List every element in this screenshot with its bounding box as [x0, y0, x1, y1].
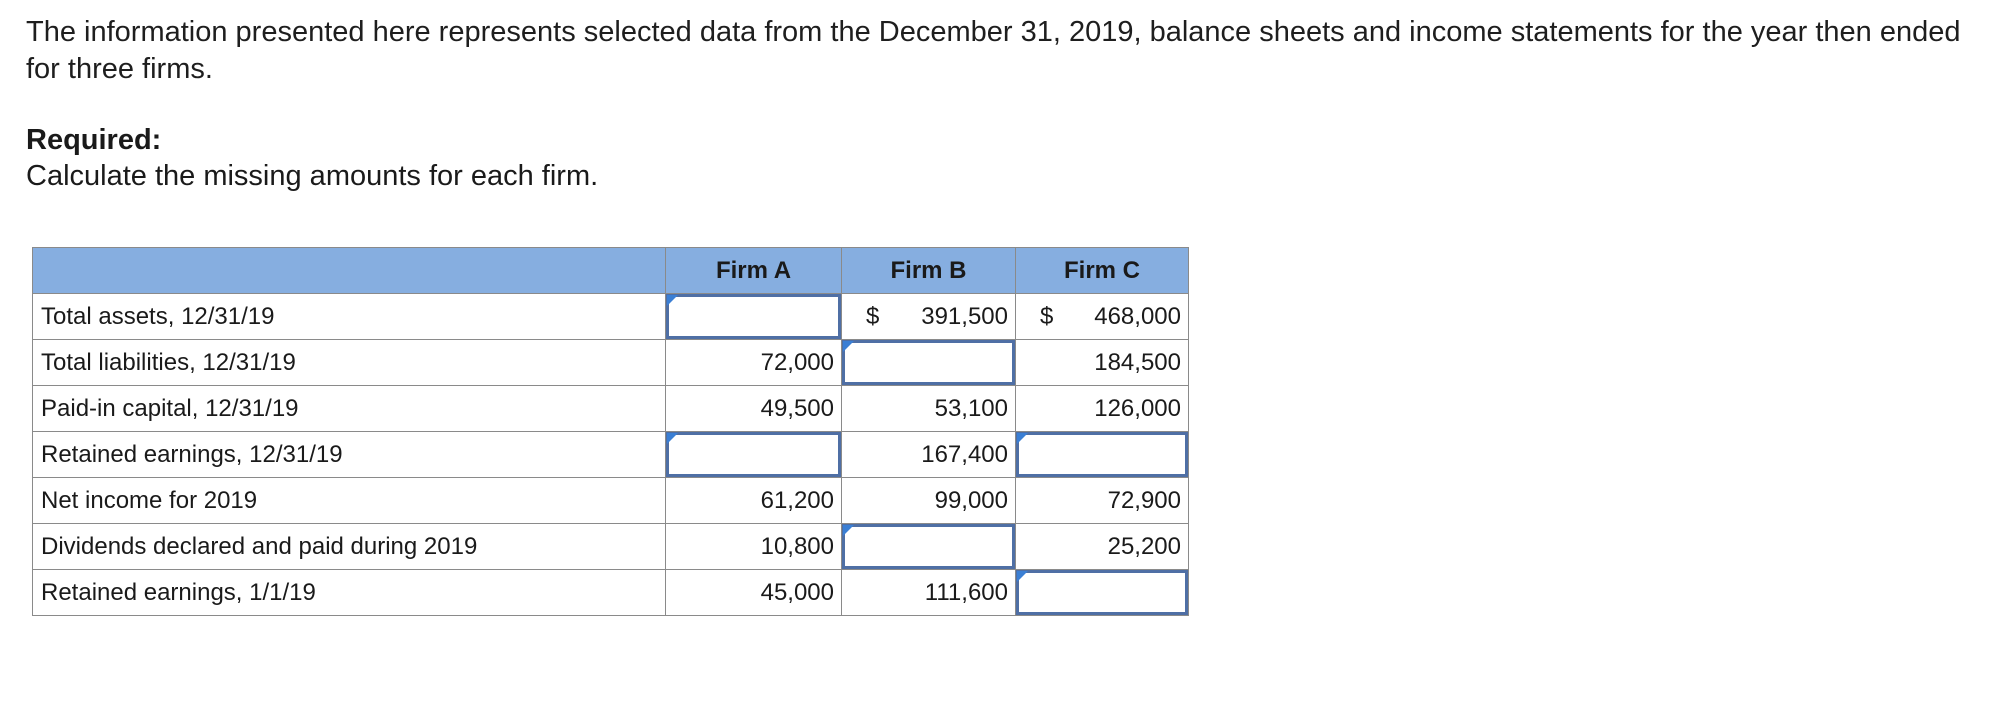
- firm-b-dividends-input[interactable]: [842, 524, 1015, 569]
- header-row: [33, 248, 1189, 294]
- firm-a-total-assets-cell: [666, 294, 842, 340]
- firm-b-total-liabilities-input[interactable]: [842, 340, 1015, 385]
- row-label-paid-in-capital: Paid-in capital, 12/31/19: [33, 386, 666, 432]
- firm-c-retained-earnings-begin-cell: [1016, 570, 1189, 616]
- currency-symbol: $: [1040, 302, 1054, 330]
- value: 468,000: [1094, 302, 1181, 330]
- table-row: [33, 386, 1189, 432]
- firm-a-retained-earnings-begin: 45,000: [666, 570, 842, 616]
- row-label-dividends: Dividends declared and paid during 2019: [33, 524, 666, 570]
- firm-c-retained-earnings-begin-input[interactable]: [1016, 570, 1188, 615]
- table-row: [33, 478, 1189, 524]
- header-firm-a: Firm A: [666, 248, 842, 294]
- firm-c-net-income: 72,900: [1016, 478, 1189, 524]
- firm-c-total-assets: [1016, 294, 1189, 340]
- intro-text: The information presented here represents selected data from the December 31, 2019, balance sheets and income statements for the year then ended for three firms.: [26, 16, 1961, 85]
- firm-c-retained-earnings-end-input[interactable]: [1016, 432, 1188, 477]
- firm-a-total-liabilities: 72,000: [666, 340, 842, 386]
- row-label-total-assets: Total assets, 12/31/19: [33, 294, 666, 340]
- firm-b-dividends-cell: [842, 524, 1016, 570]
- table-row: [33, 524, 1189, 570]
- row-label-retained-earnings-end: Retained earnings, 12/31/19: [33, 432, 666, 478]
- firm-b-retained-earnings-end: 167,400: [842, 432, 1016, 478]
- row-label-net-income: Net income for 2019: [33, 478, 666, 524]
- firm-a-total-assets-input[interactable]: [666, 294, 841, 339]
- currency-symbol: $: [866, 302, 880, 330]
- table-row: [33, 294, 1189, 340]
- firm-b-total-assets: [842, 294, 1016, 340]
- header-firm-b: Firm B: [842, 248, 1016, 294]
- firm-b-retained-earnings-begin: 111,600: [842, 570, 1016, 616]
- firm-c-retained-earnings-end-cell: [1016, 432, 1189, 478]
- required-instruction: Calculate the missing amounts for each firm.: [26, 160, 599, 192]
- firm-b-paid-in-capital: 53,100: [842, 386, 1016, 432]
- firm-a-dividends: 10,800: [666, 524, 842, 570]
- header-blank: [33, 248, 666, 294]
- firm-c-paid-in-capital: 126,000: [1016, 386, 1189, 432]
- table-row: [33, 570, 1189, 616]
- firm-b-total-liabilities-cell: [842, 340, 1016, 386]
- required-heading: Required:: [26, 124, 162, 156]
- row-label-total-liabilities: Total liabilities, 12/31/19: [33, 340, 666, 386]
- firm-a-retained-earnings-end-input[interactable]: [666, 432, 841, 477]
- firms-table: [32, 247, 1189, 616]
- firm-a-net-income: 61,200: [666, 478, 842, 524]
- header-firm-c: Firm C: [1016, 248, 1189, 294]
- table-row: [33, 340, 1189, 386]
- firm-c-total-liabilities: 184,500: [1016, 340, 1189, 386]
- firm-b-net-income: 99,000: [842, 478, 1016, 524]
- firm-a-paid-in-capital: 49,500: [666, 386, 842, 432]
- table-row: [33, 432, 1189, 478]
- value: 391,500: [921, 302, 1008, 330]
- firm-c-dividends: 25,200: [1016, 524, 1189, 570]
- row-label-retained-earnings-begin: Retained earnings, 1/1/19: [33, 570, 666, 616]
- firm-a-retained-earnings-end-cell: [666, 432, 842, 478]
